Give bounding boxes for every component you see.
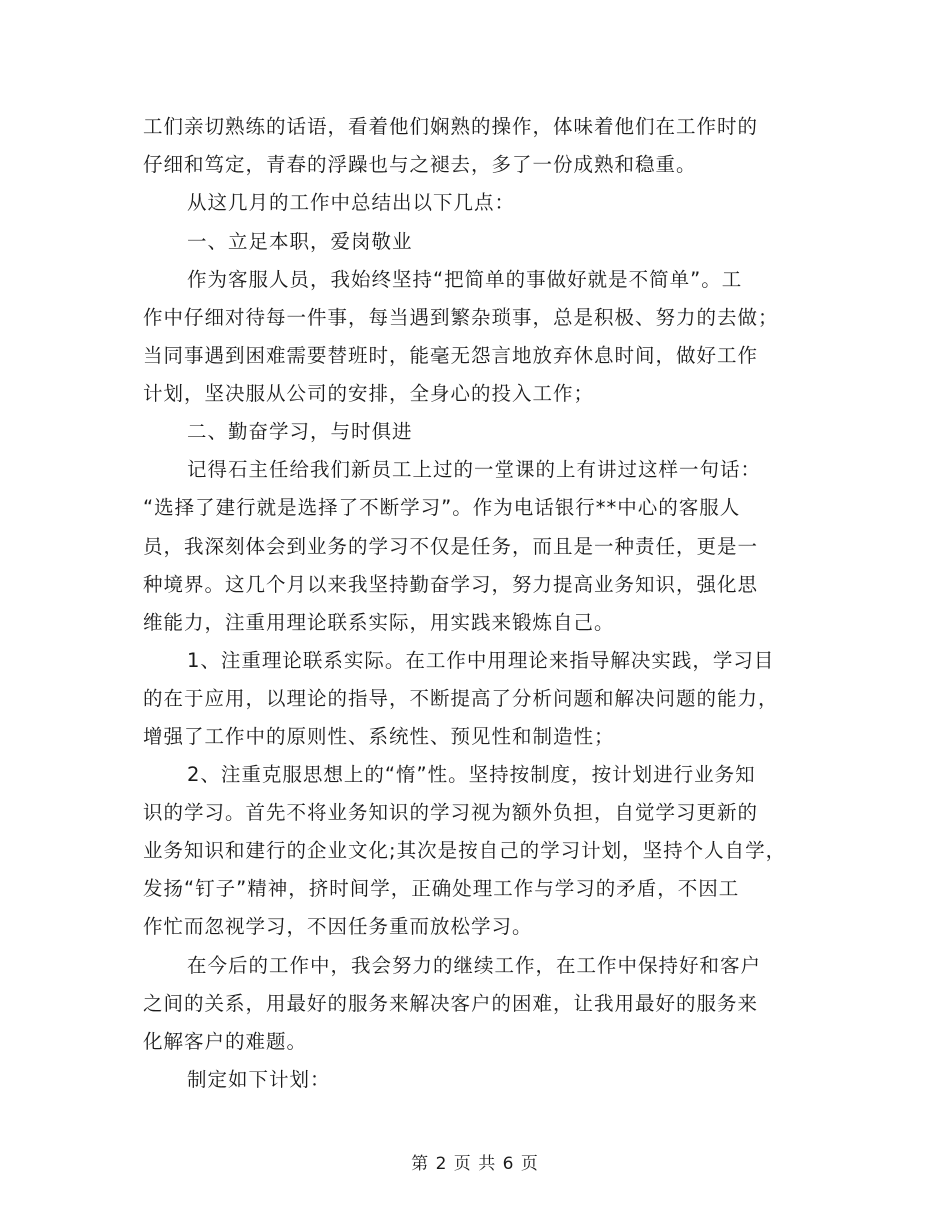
- paragraph-line: 识的学习。首先不将业务知识的学习视为额外负担，自觉学习更新的: [143, 801, 759, 824]
- paragraph-line: 化解客户的难题。: [143, 1030, 308, 1053]
- paragraph-line: “选择了建行就是选择了不断学习”。作为电话银行**中心的客服人: [143, 496, 741, 519]
- paragraph-line: 制定如下计划：: [187, 1068, 331, 1091]
- paragraph-line: 作为客服人员，我始终坚持“把简单的事做好就是不简单”。工: [187, 268, 743, 291]
- paragraph-line: 发扬“钉子”精神，挤时间学，正确处理工作与学习的矛盾，不因工: [143, 877, 740, 900]
- paragraph-line: 当同事遇到困难需要替班时，能毫无怨言地放弃休息时间，做好工作: [143, 344, 759, 367]
- page-footer: 第 2 页 共 6 页: [411, 1154, 539, 1174]
- section-heading: 二、勤奋学习，与时俱进: [187, 420, 413, 443]
- paragraph-line: 作忙而忽视学习，不因任务重而放松学习。: [143, 915, 533, 938]
- paragraph-line: 增强了工作中的原则性、系统性、预见性和制造性；: [143, 725, 615, 748]
- paragraph-line: 1、注重理论联系实际。在工作中用理论来指导解决实践，学习目: [187, 649, 775, 672]
- paragraph-line: 员，我深刻体会到业务的学习不仅是任务，而且是一种责任，更是一: [143, 535, 759, 558]
- section-heading: 一、立足本职，爱岗敬业: [187, 230, 413, 253]
- paragraph-line: 2、注重克服思想上的“惰”性。坚持按制度，按计划进行业务知: [187, 763, 756, 786]
- paragraph-line: 维能力，注重用理论联系实际，用实践来锻炼自己。: [143, 611, 615, 634]
- paragraph-line: 在今后的工作中，我会努力的继续工作，在工作中保持好和客户: [187, 954, 762, 977]
- paragraph-line: 工们亲切熟练的话语，看着他们娴熟的操作，体味着他们在工作时的: [143, 115, 759, 138]
- paragraph-line: 仔细和笃定，青春的浮躁也与之褪去，多了一份成熟和稳重。: [143, 153, 697, 176]
- paragraph-line: 业务知识和建行的企业文化;其次是按自己的学习计划，坚持个人自学，: [143, 839, 787, 862]
- paragraph-line: 的在于应用，以理论的指导，不断提高了分析问题和解决问题的能力，: [143, 687, 779, 710]
- paragraph-line: 作中仔细对待每一件事，每当遇到繁杂琐事，总是积极、努力的去做；: [143, 306, 779, 329]
- paragraph-line: 计划，坚决服从公司的安排，全身心的投入工作；: [143, 382, 595, 405]
- paragraph-line: 之间的关系，用最好的服务来解决客户的困难，让我用最好的服务来: [143, 992, 759, 1015]
- paragraph-line: 种境界。这几个月以来我坚持勤奋学习，努力提高业务知识，强化思: [143, 573, 759, 596]
- paragraph-line: 记得石主任给我们新员工上过的一堂课的上有讲过这样一句话：: [187, 458, 762, 481]
- paragraph-line: 从这几月的工作中总结出以下几点：: [187, 191, 516, 214]
